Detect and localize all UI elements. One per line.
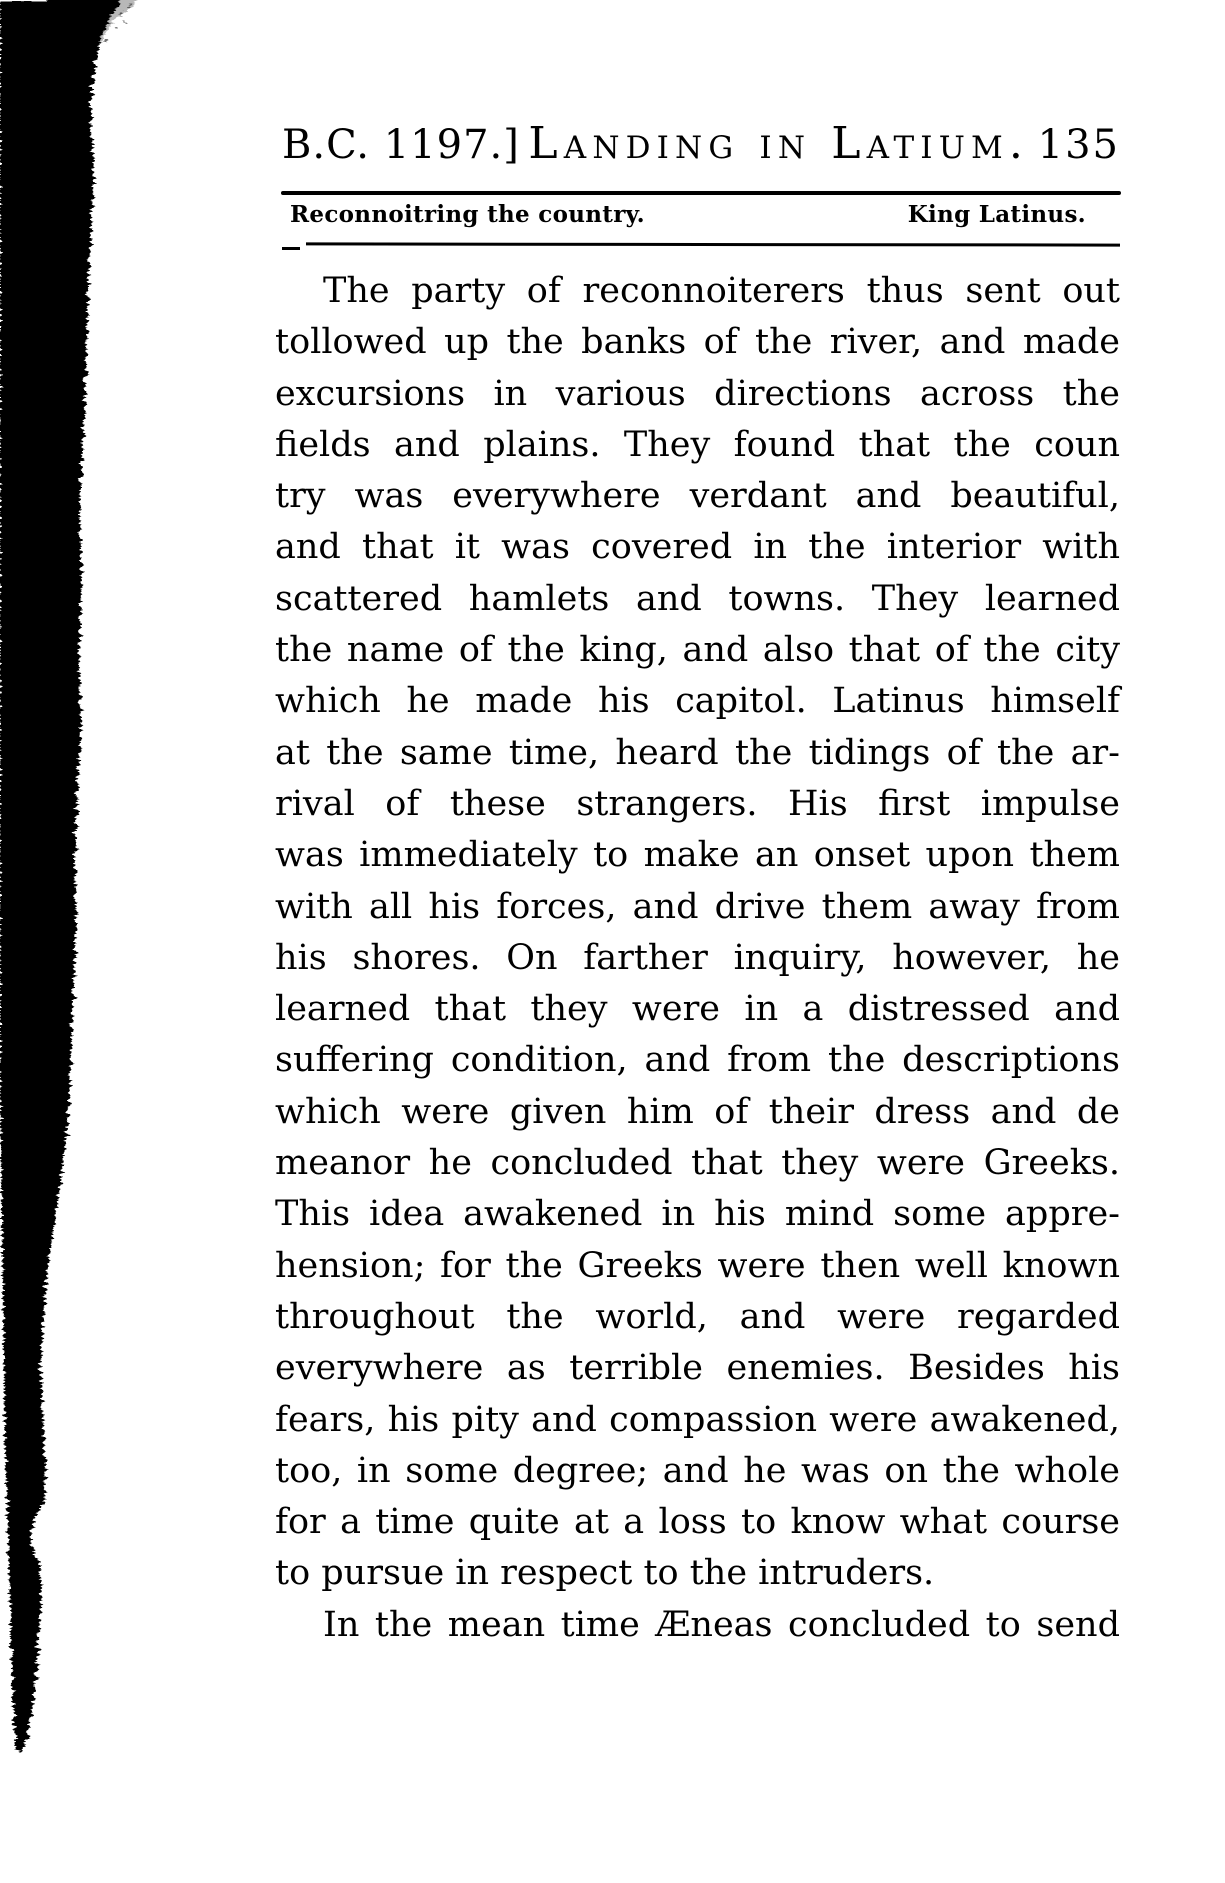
text-line: try was everywhere verdant and beautiful, (275, 476, 1120, 517)
text-line: hension; for the Greeks were then well known (275, 1245, 1120, 1286)
text-line: In the mean time Æneas concluded to send (323, 1604, 1120, 1645)
text-line: for a time quite at a loss to know what course (275, 1502, 1120, 1543)
running-head-left: Reconnoitring the country. (290, 201, 645, 228)
text-line: everywhere as terrible enemies. Besides his (275, 1348, 1120, 1389)
header-rule (281, 191, 1121, 195)
text-line: at the same time, heard the tidings of the ar- (275, 732, 1120, 773)
text-line: to pursue in respect to the intruders. (275, 1553, 935, 1594)
page-header (282, 118, 1120, 180)
text-line: meanor he concluded that they were Greeks. (275, 1143, 1120, 1184)
text-line: was immediately to make an onset upon them (275, 835, 1120, 876)
running-head-rule-dash (282, 247, 300, 250)
running-head-right: King Latinus. (907, 201, 1086, 228)
text-line: fears, his pity and compassion were awakened, (275, 1399, 1120, 1440)
running-heads (290, 201, 1090, 228)
header-page-number: 135 (1037, 122, 1120, 168)
text-line: excursions in various directions across the (275, 373, 1120, 414)
page-body (275, 266, 1120, 1651)
header-title: Landing in Latium. (528, 118, 1030, 169)
text-line: rival of these strangers. His first impulse (275, 783, 1120, 824)
text-line: which were given him of their dress and de (275, 1091, 1120, 1132)
scan-gutter-band (0, 0, 160, 1883)
text-line: throughout the world, and were regarded (275, 1296, 1120, 1337)
text-line: fields and plains. They found that the coun (275, 424, 1120, 465)
text-line: suffering condition, and from the descriptions (275, 1040, 1120, 1081)
running-head-rule (306, 242, 1120, 246)
text-line: tollowed up the banks of the river, and made (275, 322, 1120, 363)
text-line: which he made his capitol. Latinus himself (275, 681, 1120, 722)
text-line: The party of reconnoiterers thus sent out (323, 271, 1120, 311)
text-line: too, in some degree; and he was on the whole (275, 1450, 1120, 1491)
text-line: scattered hamlets and towns. They learned (275, 578, 1120, 619)
text-line: with all his forces, and drive them away from (275, 886, 1120, 927)
text-line: This idea awakened in his mind some appre- (275, 1194, 1120, 1235)
text-line: his shores. On farther inquiry, however, he (275, 937, 1120, 978)
text-line: learned that they were in a distressed and (275, 989, 1120, 1030)
text-line: the name of the king, and also that of the city (275, 630, 1120, 671)
header-era-label: B.C. 1197.] (282, 122, 520, 168)
text-line: and that it was covered in the interior with (275, 527, 1120, 568)
